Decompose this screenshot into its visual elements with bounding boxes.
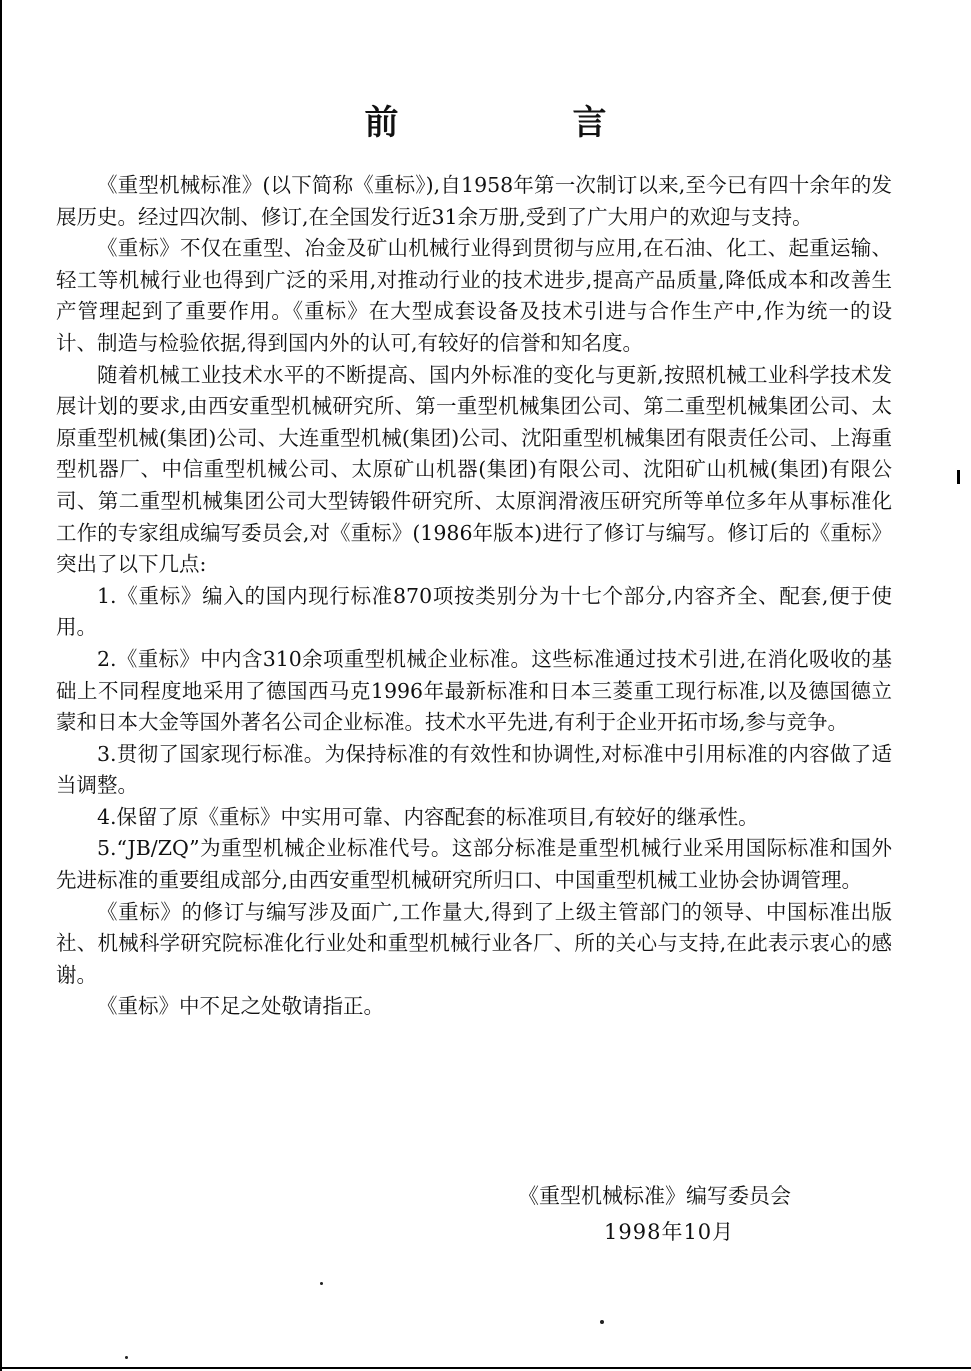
paragraph-intro: 《重型机械标准》(以下简称《重标》),自1958年第一次制订以来,至今已有四十余年的发展历史。经过四次制、修订,在全国发行近31余万册,受到了广大用户的欢迎与支持。 [56,173,892,229]
scan-mark-right [957,470,960,484]
paragraph-closing: 《重标》中不足之处敬请指正。 [97,994,384,1019]
scan-speck-2 [320,1282,323,1285]
scan-border-left [0,0,2,1371]
paragraph-point-4: 4.保留了原《重标》中实用可靠、内容配套的标准项目,有较好的继承性。 [97,804,759,829]
paragraph-point-5: 5.“JB/ZQ”为重型机械企业标准代号。这部分标准是重型机械行业采用国际标准和国外先进标准的重要组成部分,由西安重型机械研究所归口、中国重型机械工业协会协调管理。 [56,836,892,893]
paragraph-application: 《重标》不仅在重型、冶金及矿山机械行业得到贯彻与应用,在石油、化工、起重运输、轻工等机械行业也得到广泛的采用,对推动行业的技术进步,提高产品质量,降低成本和改善生产管理起到了重要作用。《重标》在大型成套设备及技术引进与合作生产中,作为统一的设计、制造与检验依据,得到国内外的认可,有较好的信誉和知名度。 [56,236,892,355]
scan-speck-1 [600,1320,604,1324]
paragraph-point-3: 3.贯彻了国家现行标准。为保持标准的有效性和协调性,对标准中引用标准的内容做了适当调整。 [56,741,892,798]
paragraph-point-2: 2.《重标》中内含310余项重型机械企业标准。这些标准通过技术引进,在消化吸收的基础上不同程度地采用了德国西马克1996年最新标准和日本三菱重工现行标准,以及德国德立蒙和日本大金等国外著名公司企业标准。技术水平先进,有利于企业开拓市场,参与竞争。 [56,646,892,735]
scan-border-bottom [0,1367,971,1369]
scan-speck-3 [125,1356,128,1359]
paragraph-point-1: 1.《重标》编入的国内现行标准870项按类别分为十七个部分,内容齐全、配套,便于使用。 [56,583,892,640]
preface-body [56,170,892,1023]
signature-organization: 《重型机械标准》编写委员会 [518,1184,791,1208]
page-title: 前 言 [364,103,677,143]
signature-date: 1998年10月 [604,1220,735,1244]
paragraph-thanks: 《重标》的修订与编写涉及面广,工作量大,得到了上级主管部门的领导、中国标准出版社、机械科学研究院标准化行业处和重型机械行业各厂、所的关心与支持,在此表示衷心的感谢。 [56,899,892,987]
paragraph-revision: 随着机械工业技术水平的不断提高、国内外标准的变化与更新,按照机械工业科学技术发展计划的要求,由西安重型机械研究所、第一重型机械集团公司、第二重型机械集团公司、太原重型机械(集团)公司、大连重型机械(集团)公司、沈阳重型机械集团有限责任公司、上海重型机器厂、中信重型机械公司、太原矿山机器(集团)有限公司、沈阳矿山机械(集团)有限公司、第二重型机械集团公司大型铸锻件研究所、太原润滑液压研究所等单位多年从事标准化工作的专家组成编写委员会,对《重标》(1986年版本)进行了修订与编写。修订后的《重标》突出了以下几点: [56,362,892,577]
